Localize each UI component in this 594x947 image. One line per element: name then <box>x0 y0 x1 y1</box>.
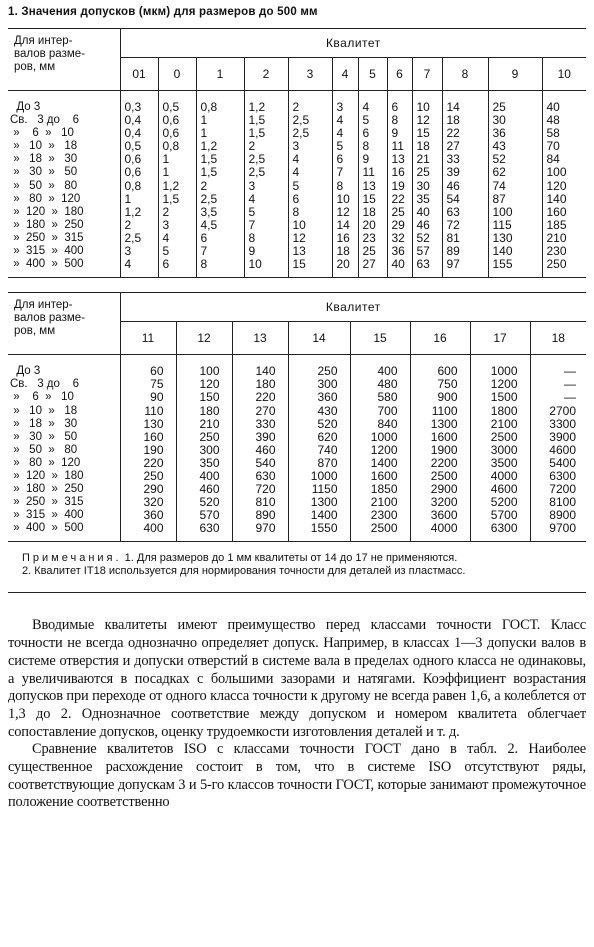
grade-4-column: 3 4 4 5 6 7 8 10 12 14 16 18 20 <box>332 91 358 278</box>
note-label: Примечания. <box>22 552 122 565</box>
interval-column-2: До 3 Св. 3 до 6 » 6 » 10 » 10 » 18 » 18 » 30 » 30 » 50 » 50 » 80 » 80 » 120 » 120 » 180 » 180 » 250 » 250 » 315 » 315 » 400 » 400 » 500 <box>8 355 120 542</box>
grade-14-column: 250 300 360 430 520 620 740 870 1000 1150 1300 1400 1550 <box>288 355 350 542</box>
interval-column: До 3 Св. 3 до 6 » 6 » 10 » 10 » 18 » 18 » 30 » 30 » 50 » 50 » 80 » 80 » 120 » 120 » 180 » 180 » 250 » 250 » 315 » 315 » 400 » 400 » 500 <box>8 91 120 278</box>
notes <box>8 552 586 578</box>
grade-0-column: 0,5 0,6 0,6 0,8 1 1 1,2 1,5 2 3 4 5 6 <box>158 91 196 278</box>
table2-grade-header-12: 12 <box>176 322 232 355</box>
table1-grade-header-0: 0 <box>158 58 196 91</box>
table1-grade-header-3: 3 <box>288 58 332 91</box>
table1-grade-header-10: 10 <box>542 58 586 91</box>
page <box>8 4 586 812</box>
note-2: 2. Квалитет IT18 используется для нормирования точности для деталей из пластмасс. <box>22 565 466 578</box>
table1-grade-header-6: 6 <box>387 58 412 91</box>
grade-8-column: 14 18 22 27 33 39 46 54 63 72 81 89 97 <box>442 91 488 278</box>
kvalitet-header-2: Квалитет <box>120 293 586 322</box>
tolerance-table-1 <box>8 28 586 278</box>
table1-grade-header-5: 5 <box>358 58 387 91</box>
grade-12-column: 100 120 150 180 210 250 300 350 400 460 520 570 630 <box>176 355 232 542</box>
grade-3-column: 2 2,5 2,5 3 4 4 5 6 8 10 12 13 15 <box>288 91 332 278</box>
grade-10-column: 40 48 58 70 84 100 120 140 160 185 210 230 250 <box>542 91 586 278</box>
table1-grade-header-4: 4 <box>332 58 358 91</box>
table2-grade-header-13: 13 <box>232 322 288 355</box>
table1-grade-header-1: 1 <box>196 58 244 91</box>
grade-13-column: 140 180 220 270 330 390 460 540 630 720 810 890 970 <box>232 355 288 542</box>
table1-grade-header-7: 7 <box>412 58 442 91</box>
grade-16-column: 600 750 900 1100 1300 1600 1900 2200 2500 2900 3200 3600 4000 <box>410 355 470 542</box>
table1-grade-header-8: 8 <box>442 58 488 91</box>
table2-grade-header-17: 17 <box>470 322 530 355</box>
kvalitet-header: Квалитет <box>120 29 586 58</box>
paragraph-1: Вводимые квалитеты имеют преимущество перед классами точности ГОСТ. Класс точности не всегда однозначно определяет допуск. Например, в классах 1—3 допуски валов в системе отверстия и допуски отверстий в системе вала в пределах одного класса не одинаковы, а увеличиваются в посадках с большими зазорами и натягами. Коэффициент возрастания допусков при переходе от одного класса точности к другому не всегда равен 1,6, а колеблется от 1,3 до 2. Однозначное соответствие между допуском и номером квалитета облегчает сопоставление допусков, оценку трудоемкости изготовления деталей и т. д. <box>8 617 586 740</box>
paragraph-2: Сравнение квалитетов ISO с классами точности ГОСТ дано в табл. 2. Наиболее существенное расхождение состоит в том, что в системе ISO отсутствуют ряды, соответствующие допускам 3 и 5-го классов точности ГОСТ, которые занимают промежуточное положение соответственно <box>8 741 586 811</box>
table-caption: 1. Значения допусков (мкм) для размеров до 500 мм <box>8 6 318 18</box>
interval-header-2: Для интер- валов разме- ров, мм <box>8 293 120 355</box>
table1-grade-header-2: 2 <box>244 58 288 91</box>
grade-01-column: 0,3 0,4 0,4 0,5 0,6 0,6 0,8 1 1,2 2 2,5 3 4 <box>120 91 158 278</box>
grade-6-column: 6 8 9 11 13 16 19 22 25 29 32 36 40 <box>387 91 412 278</box>
grade-5-column: 4 5 6 8 9 11 13 15 18 20 23 25 27 <box>358 91 387 278</box>
body-text <box>8 617 586 812</box>
interval-header: Для интер- валов разме- ров, мм <box>8 29 120 91</box>
grade-1-column: 0,8 1 1 1,2 1,5 1,5 2 2,5 3,5 4,5 6 7 8 <box>196 91 244 278</box>
grade-15-column: 400 480 580 700 840 1000 1200 1400 1600 1850 2100 2300 2500 <box>350 355 410 542</box>
grade-9-column: 25 30 36 43 52 62 74 87 100 115 130 140 155 <box>488 91 542 278</box>
grade-18-column: — — — 2700 3300 3900 4600 5400 6300 7200 8100 8900 9700 <box>530 355 586 542</box>
table2-grade-header-15: 15 <box>350 322 410 355</box>
grade-17-column: 1000 1200 1500 1800 2100 2500 3000 3500 4000 4600 5200 5700 6300 <box>470 355 530 542</box>
table1-grade-header-9: 9 <box>488 58 542 91</box>
grade-7-column: 10 12 15 18 21 25 30 35 40 46 52 57 63 <box>412 91 442 278</box>
grade-11-column: 60 75 90 110 130 160 190 220 250 290 320 360 400 <box>120 355 176 542</box>
grade-2-column: 1,2 1,5 1,5 2 2,5 2,5 3 4 5 7 8 9 10 <box>244 91 288 278</box>
table2-grade-header-16: 16 <box>410 322 470 355</box>
table1-grade-header-01: 01 <box>120 58 158 91</box>
tolerance-table-2 <box>8 292 586 542</box>
table2-grade-header-18: 18 <box>530 322 586 355</box>
table2-grade-header-14: 14 <box>288 322 350 355</box>
table2-grade-header-11: 11 <box>120 322 176 355</box>
note-1: 1. Для размеров до 1 мм квалитеты от 14 до 17 не применяются. <box>124 552 458 565</box>
divider <box>8 592 586 593</box>
